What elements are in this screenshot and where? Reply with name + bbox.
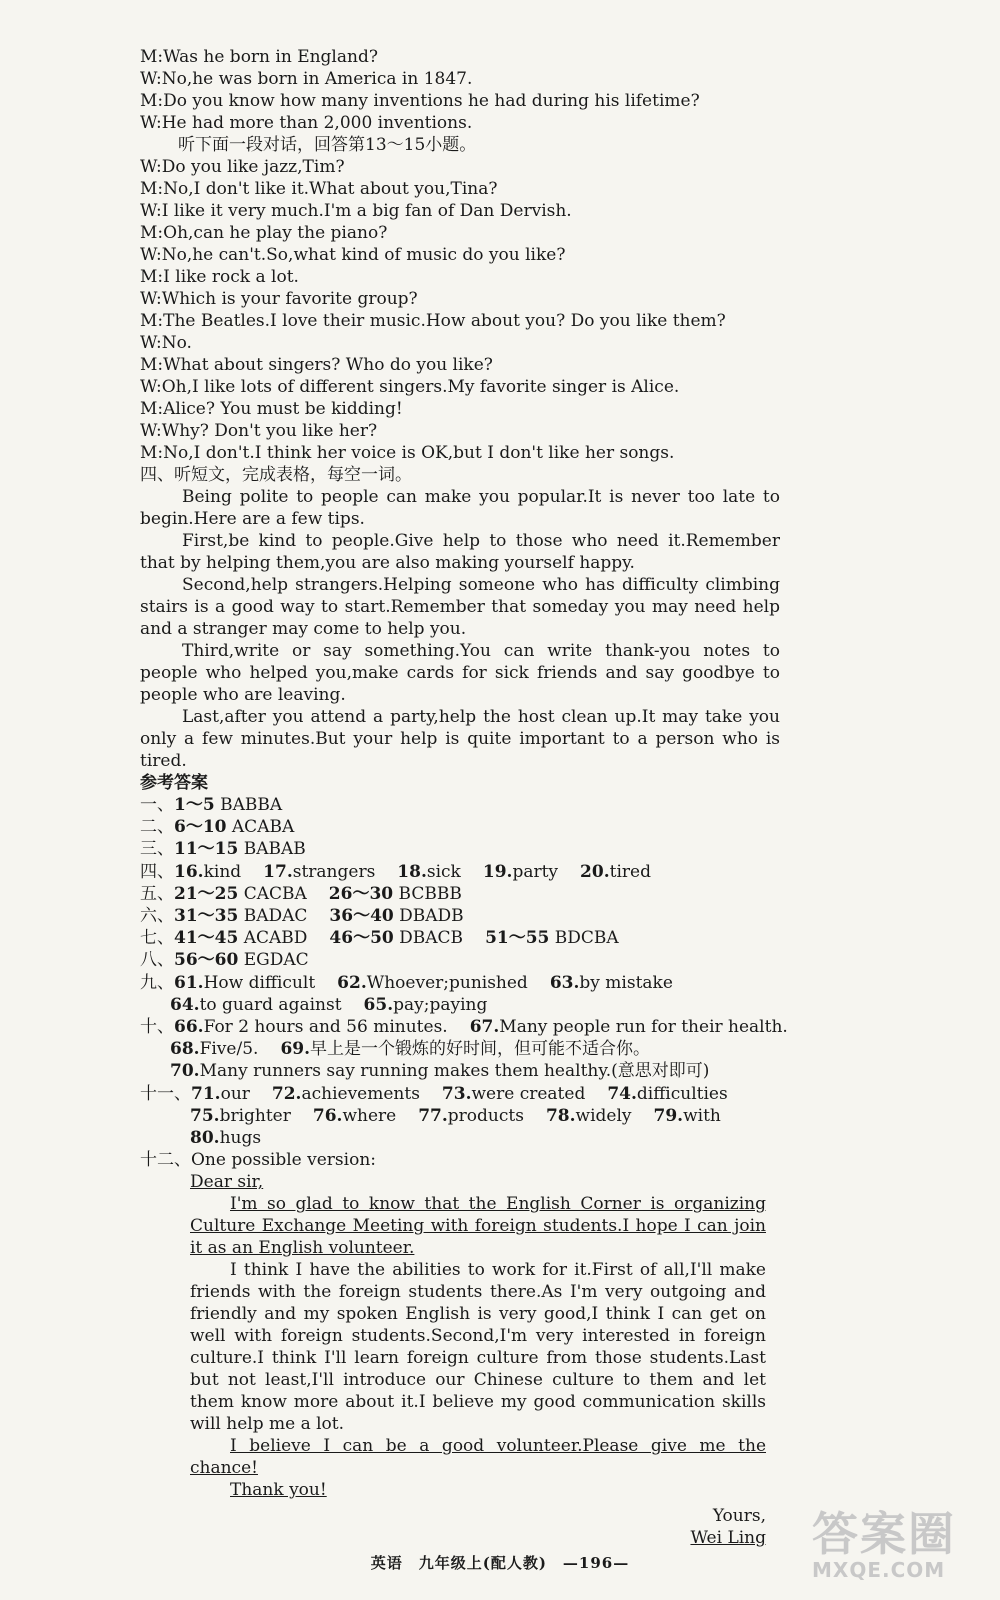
answer-number: 72. [271, 1083, 302, 1104]
dialog-line: M:The Beatles.I love their music.How about you? Do you like them? [140, 311, 726, 331]
answer-value: ACABD [238, 928, 308, 949]
answer-section-label: 七、 [140, 928, 174, 949]
dialog-line: W:Why? Don't you like her? [140, 421, 378, 441]
answer-row [140, 794, 780, 816]
answer-value: Whoever;punished [366, 972, 528, 993]
answer-number: 63. [549, 972, 580, 993]
answer-number: 26～30 [328, 883, 394, 904]
dialog-line: M:No,I don't.I think her voice is OK,but I don't like her songs. [140, 443, 675, 463]
answer-value: CACBA [238, 883, 307, 904]
answer-value: our [220, 1083, 250, 1104]
answer-number: 67. [469, 1017, 500, 1038]
answer-number: 78. [545, 1105, 576, 1126]
passage-paragraph: Third,write or say something.You can write thank-you notes to people who helped you,make cards for sick friends and say goodbye to people who are leaving. [140, 641, 780, 705]
letter-greeting: Dear sir, [190, 1172, 264, 1193]
answer-value: One possible version: [191, 1150, 376, 1171]
answer-value: BADAC [238, 906, 308, 927]
answer-section-label: 一、 [140, 795, 174, 815]
answer-row [140, 1060, 780, 1082]
answer-row [140, 1038, 780, 1060]
answer-section-label: 六、 [140, 906, 174, 927]
dialog-line: M:Oh,can he play the piano? [140, 223, 388, 243]
answer-number: 69. [280, 1039, 311, 1060]
answer-value: BABAB [238, 839, 306, 860]
dialog-line: W:I like it very much.I'm a big fan of Dan Dervish. [140, 201, 572, 221]
answer-value: with [683, 1105, 721, 1126]
answer-value: pay;paying [393, 994, 488, 1015]
answer-section-label: 四、 [140, 861, 174, 882]
answer-value: DBACB [393, 928, 464, 949]
answer-value: BABBA [214, 795, 283, 815]
watermark-logo [812, 1498, 992, 1588]
answer-value: Many people run for their health. [499, 1017, 788, 1038]
dialog-2 [140, 156, 780, 464]
answer-number: 73. [441, 1083, 472, 1104]
watermark-url: MXQE.COM [812, 1558, 946, 1582]
answer-number: 19. [482, 861, 513, 882]
answer-number: 21～25 [174, 883, 239, 904]
letter-signature: Wei Ling [690, 1528, 766, 1549]
answer-value: EGDAC [238, 950, 309, 971]
answer-number: 79. [653, 1105, 684, 1126]
dialog-line: M:Was he born in England? [140, 47, 378, 67]
answer-value: BDCBA [549, 928, 619, 949]
answer-row [140, 994, 780, 1016]
answer-value: by mistake [579, 972, 673, 993]
answer-value: hugs [219, 1128, 262, 1149]
letter-paragraph: I think I have the abilities to work for it.First of all,I'll make friends with the foreign students there.As I'm very outgoing and friendly and my spoken English is very good,I think I can get on well with foreign students.Second,I'm very interested in foreign culture.I think I'll learn foreign culture from those students.Last but not least,I'll introduce our Chinese culture to them and let them know more about it.I believe my good communication skills will help me a lot. [190, 1260, 766, 1435]
answer-number: 1～5 [174, 795, 215, 815]
answer-section-label: 八、 [140, 950, 174, 971]
answer-value: Many runners say running makes them healthy.(意思对即可) [199, 1061, 710, 1082]
answer-row [140, 861, 780, 883]
answer-value: where [342, 1105, 397, 1126]
answer-section-label: 十二、 [140, 1150, 191, 1171]
sample-letter [190, 1171, 766, 1549]
answer-row [140, 1105, 780, 1127]
answer-key [140, 794, 788, 1171]
dialog-1 [140, 46, 780, 134]
dialog-line: W:Oh,I like lots of different singers.My favorite singer is Alice. [140, 377, 680, 397]
answer-number: 6～10 [174, 817, 227, 838]
answer-value: achievements [301, 1083, 420, 1104]
letter-closing: Yours, [712, 1506, 766, 1527]
letter-thanks: Thank you! [230, 1480, 327, 1501]
passage [140, 486, 780, 772]
dialog-line: W:Which is your favorite group? [140, 289, 418, 309]
answer-section-label: 十、 [140, 1017, 174, 1038]
passage-paragraph: First,be kind to people.Give help to those who need it.Remember that by helping them,you are also making yourself happy. [140, 531, 780, 573]
answer-number: 66. [174, 1017, 204, 1038]
answer-value: How difficult [203, 972, 316, 993]
dialog-line: W:No,he was born in America in 1847. [140, 69, 473, 89]
answer-row [140, 927, 780, 949]
letter-paragraph: I'm so glad to know that the English Corner is organizing Culture Exchange Meeting with foreign students.I hope I can join it as an English volunteer. [190, 1194, 766, 1259]
answer-value: kind [203, 861, 242, 882]
answer-row [140, 1149, 780, 1171]
answer-section-label: 九、 [140, 972, 174, 993]
answer-value: tired [609, 861, 651, 882]
answer-number: 74. [607, 1083, 637, 1104]
dialog-line: M:I like rock a lot. [140, 267, 299, 287]
answer-section-label: 二、 [140, 817, 174, 838]
dialog-2-intro: 听下面一段对话，回答第13～15小题。 [178, 135, 477, 155]
answer-row [140, 838, 780, 860]
answer-row [140, 1127, 780, 1149]
answer-number: 76. [312, 1105, 343, 1126]
answer-value: strangers [292, 861, 376, 882]
dialog-line: W:He had more than 2,000 inventions. [140, 113, 473, 133]
answer-row [140, 949, 780, 971]
answer-section-label: 三、 [140, 839, 174, 860]
answer-number: 20. [580, 861, 610, 882]
passage-paragraph: Last,after you attend a party,help the host clean up.It may take you only a few minutes.But your help is quite important to a person who is tired. [140, 707, 780, 771]
answer-number: 62. [337, 972, 367, 993]
answer-row [140, 816, 780, 838]
answer-number: 75. [190, 1105, 220, 1126]
answer-value: BCBBB [393, 883, 462, 904]
page-footer: 英语 九年级上(配人教) —196— [370, 1554, 630, 1572]
answer-value: difficulties [636, 1083, 728, 1104]
answer-number: 16. [174, 861, 204, 882]
answer-row [140, 883, 780, 905]
answer-number: 56～60 [174, 950, 239, 971]
answer-number: 70. [170, 1061, 200, 1082]
answer-section-label: 五、 [140, 883, 174, 904]
answer-value: 早上是一个锻炼的好时间，但可能不适合你。 [310, 1039, 651, 1060]
dialog-line: M:Do you know how many inventions he had during his lifetime? [140, 91, 700, 111]
answer-number: 51～55 [485, 928, 550, 949]
dialog-line: W:Do you like jazz,Tim? [140, 157, 345, 177]
answer-number: 17. [263, 861, 293, 882]
answer-value: sick [426, 861, 461, 882]
answer-value: party [512, 861, 559, 882]
answer-number: 71. [191, 1083, 221, 1104]
answer-row [140, 972, 780, 994]
answer-number: 61. [174, 972, 204, 993]
dialog-line: W:No,he can't.So,what kind of music do you like? [140, 245, 566, 265]
page-content [140, 46, 788, 1549]
answer-value: products [447, 1105, 524, 1126]
answer-value: ACABA [226, 817, 295, 838]
answer-value: widely [575, 1105, 632, 1126]
passage-paragraph: Second,help strangers.Helping someone who has difficulty climbing stairs is a good way to start.Remember that someday you may need help and a stranger may come to help you. [140, 575, 780, 639]
answer-number: 31～35 [174, 906, 239, 927]
answer-row [140, 905, 780, 927]
section-4-title: 四、听短文，完成表格，每空一词。 [140, 465, 412, 485]
answer-section-label: 十一、 [140, 1083, 191, 1104]
answer-number: 46～50 [329, 928, 394, 949]
answer-value: to guard against [199, 994, 342, 1015]
dialog-line: W:No. [140, 333, 192, 353]
passage-paragraph: Being polite to people can make you popular.It is never too late to begin.Here are a few tips. [140, 487, 780, 529]
answer-number: 36～40 [329, 906, 394, 927]
answer-value: For 2 hours and 56 minutes. [203, 1017, 448, 1038]
dialog-line: M:What about singers? Who do you like? [140, 355, 493, 375]
answer-number: 11～15 [174, 839, 239, 860]
answer-number: 80. [190, 1128, 220, 1149]
watermark-text: 答案圈 [812, 1507, 956, 1561]
answers-title: 参考答案 [140, 773, 208, 793]
answer-row [140, 1016, 788, 1038]
answer-value: Five/5. [199, 1039, 259, 1060]
answer-number: 18. [397, 861, 427, 882]
answer-number: 77. [418, 1105, 448, 1126]
answer-number: 41～45 [174, 928, 239, 949]
answer-number: 68. [170, 1039, 200, 1060]
answer-value: DBADB [393, 906, 464, 927]
letter-paragraph: I believe I can be a good volunteer.Please give me the chance! [190, 1436, 766, 1479]
dialog-line: M:No,I don't like it.What about you,Tina? [140, 179, 498, 199]
answer-value: brighter [219, 1105, 291, 1126]
answer-value: were created [471, 1083, 586, 1104]
answer-number: 65. [363, 994, 394, 1015]
answer-row [140, 1083, 780, 1105]
answer-number: 64. [170, 994, 200, 1015]
dialog-line: M:Alice? You must be kidding! [140, 399, 403, 419]
